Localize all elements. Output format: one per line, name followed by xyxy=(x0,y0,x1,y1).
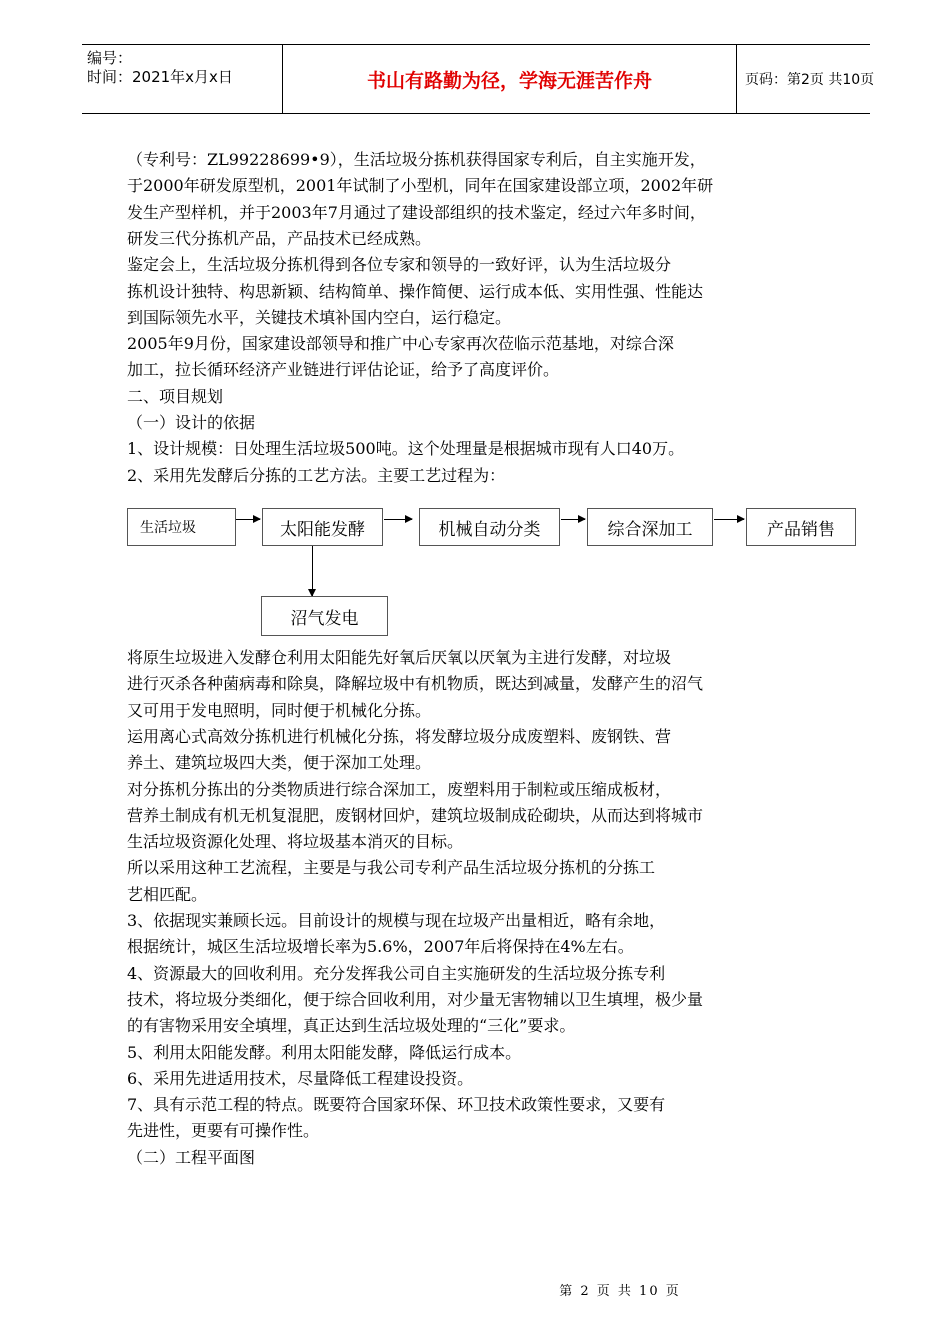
text-line: 生活垃圾资源化处理、将垃圾基本消灭的目标。 xyxy=(127,832,464,852)
text-line: 运用离心式高效分拣机进行机械化分拣，将发酵垃圾分成废塑料、废钢铁、营 xyxy=(127,726,672,746)
text-line: 技术，将垃圾分类细化，便于综合回收利用，对少量无害物辅以卫生填埋，极少量 xyxy=(127,989,704,1009)
text-line: 的有害物采用安全填埋，真正达到生活垃圾处理的“三化”要求。 xyxy=(127,1016,576,1036)
text-line: 拣机设计独特、构思新颖、结构简单、操作简便、运行成本低、实用性强、性能达 xyxy=(127,281,704,301)
text-line: 将原生垃圾进入发酵仓利用太阳能先好氧后厌氧以厌氧为主进行发酵，对垃圾 xyxy=(127,648,672,667)
text-line: （一）设计的依据 xyxy=(127,413,256,432)
text-line: 鉴定会上，生活垃圾分拣机得到各位专家和领导的一致好评，认为生活垃圾分 xyxy=(127,255,672,275)
text-line: 到国际领先水平，关键技术填补国内空白，运行稳定。 xyxy=(127,307,512,327)
text-line: 6、采用先进适用技术，尽量降低工程建设投资。 xyxy=(127,1068,474,1088)
text-line: 根据统计，城区生活垃圾增长率为5.6%，2007年后将保持在4%左右。 xyxy=(127,937,634,957)
text-line: （二）工程平面图 xyxy=(127,1147,256,1167)
text-line: 1、设计规模：日处理生活垃圾500吨。这个处理量是根据城市现有人口40万。 xyxy=(127,439,685,459)
page-footer: 第 2 页 共 10 页 xyxy=(559,1284,681,1299)
document-time-label: 时间：2021年x月x日 xyxy=(87,68,233,86)
document-number-label: 编号： xyxy=(87,49,133,67)
text-line: 先进性，更要有可操作性。 xyxy=(127,1121,320,1141)
text-line: （专利号：ZL99228699•9），生活垃圾分拣机获得国家专利后，自主实施开发， xyxy=(127,150,706,169)
flow-arrow-branch xyxy=(312,546,313,596)
text-line: 加工，拉长循环经济产业链进行评估论证，给予了高度评价。 xyxy=(127,360,560,380)
text-line: 进行灭杀各种菌病毒和除臭，降解垃圾中有机物质，既达到减量，发酵产生的沼气 xyxy=(127,674,704,694)
text-line: 3、依据现实兼顾长远。目前设计的规模与现在垃圾产出量相近，略有余地， xyxy=(127,911,666,930)
flow-step-fermentation: 太阳能发酵 xyxy=(262,508,383,546)
header-page-info: 页码：第2页 共10页 xyxy=(745,72,875,88)
flow-branch-biogas: 沼气发电 xyxy=(261,596,388,636)
page-header xyxy=(82,44,875,114)
text-line: 2、采用先发酵后分拣的工艺方法。主要工艺过程为： xyxy=(127,465,506,485)
flow-step-sorting: 机械自动分类 xyxy=(419,508,560,546)
text-line: 7、具有示范工程的特点。既要符合国家环保、环卫技术政策性要求，又要有 xyxy=(127,1095,666,1115)
flow-arrow-1 xyxy=(236,519,260,520)
text-line: 所以采用这种工艺流程，主要是与我公司专利产品生活垃圾分拣机的分拣工 xyxy=(127,858,656,878)
text-line: 营养土制成有机无机复混肥，废钢材回炉，建筑垃圾制成砼砌块，从而达到将城市 xyxy=(127,805,704,825)
header-meta xyxy=(82,45,282,113)
text-line: 5、利用太阳能发酵。利用太阳能发酵，降低运行成本。 xyxy=(127,1042,522,1062)
flow-arrow-2 xyxy=(384,519,412,520)
text-line: 又可用于发电照明，同时便于机械化分拣。 xyxy=(127,700,432,720)
text-line: 艺相匹配。 xyxy=(127,884,208,904)
text-line: 二、项目规划 xyxy=(127,386,224,406)
header-motto: 书山有路勤为径，学海无涯苦作舟 xyxy=(282,45,737,113)
flow-arrow-4 xyxy=(714,519,744,520)
text-line: 养土、建筑垃圾四大类，便于深加工处理。 xyxy=(127,753,432,773)
flow-input-box: 生活垃圾 xyxy=(127,508,236,546)
text-line: 发生产型样机，并于2003年7月通过了建设部组织的技术鉴定，经过六年多时间， xyxy=(127,202,706,222)
flow-step-sales: 产品销售 xyxy=(746,508,856,546)
text-line: 研发三代分拣机产品，产品技术已经成熟。 xyxy=(127,228,432,248)
flow-arrow-3 xyxy=(561,519,585,520)
flow-step-processing: 综合深加工 xyxy=(587,508,713,546)
text-line: 于2000年研发原型机，2001年试制了小型机，同年在国家建设部立项，2002年研 xyxy=(127,176,714,196)
text-line: 对分拣机分拣出的分类物质进行综合深加工，废塑料用于制粒或压缩成板材， xyxy=(127,779,672,799)
text-line: 4、资源最大的回收利用。充分发挥我公司自主实施研发的生活垃圾分拣专利 xyxy=(127,963,666,983)
text-line: 2005年9月份，国家建设部领导和推广中心专家再次莅临示范基地，对综合深 xyxy=(127,334,674,354)
